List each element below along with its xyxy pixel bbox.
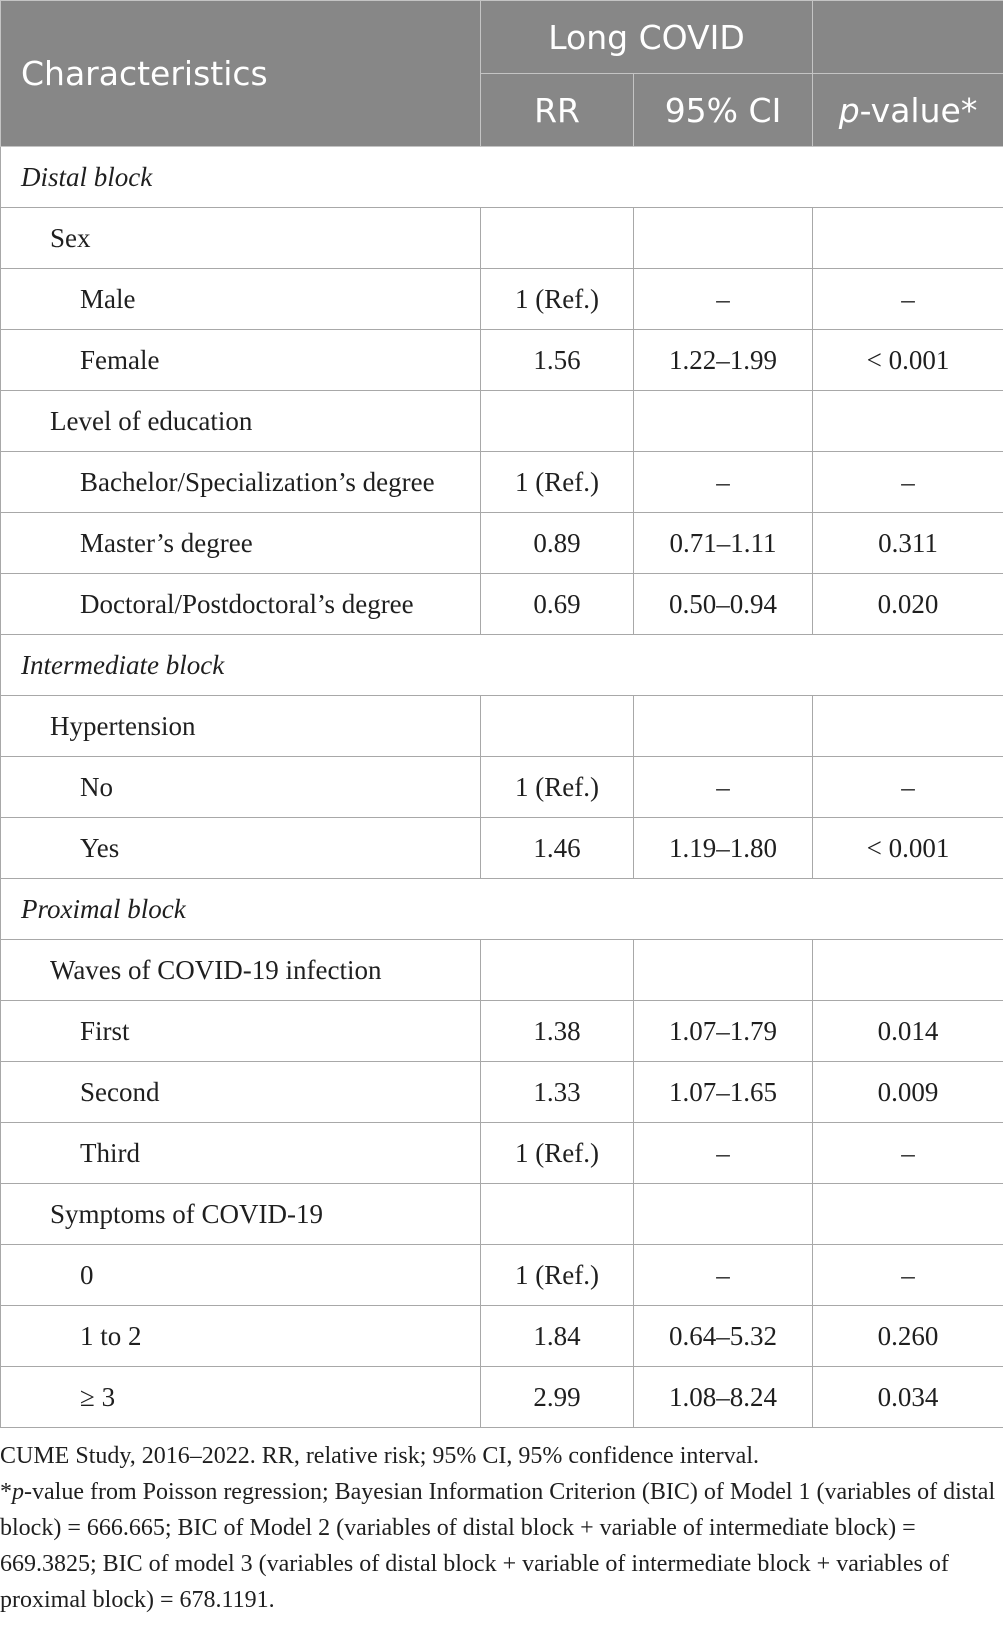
level-label: Yes — [1, 818, 481, 879]
cell-p: 0.260 — [813, 1306, 1003, 1367]
cell-rr: 0.89 — [481, 513, 634, 574]
variable-row — [1, 940, 1003, 1001]
cell-p — [813, 696, 1003, 757]
variable-label: Hypertension — [1, 696, 481, 757]
variable-label: Sex — [1, 208, 481, 269]
variable-row — [1, 696, 1003, 757]
cell-ci: 1.07–1.65 — [634, 1062, 813, 1123]
cell-rr: 1 (Ref.) — [481, 1123, 634, 1184]
block-label: Proximal block — [1, 879, 1003, 940]
cell-ci — [634, 1184, 813, 1245]
variable-row — [1, 391, 1003, 452]
table-row — [1, 269, 1003, 330]
cell-p: < 0.001 — [813, 330, 1003, 391]
variable-row — [1, 1184, 1003, 1245]
level-label: Bachelor/Specialization’s degree — [1, 452, 481, 513]
cell-p: 0.020 — [813, 574, 1003, 635]
level-label: Male — [1, 269, 481, 330]
cell-p: – — [813, 269, 1003, 330]
cell-rr: 1.33 — [481, 1062, 634, 1123]
cell-ci: 0.64–5.32 — [634, 1306, 813, 1367]
header-p-italic: p — [838, 90, 860, 130]
table-row — [1, 818, 1003, 879]
cell-ci — [634, 940, 813, 1001]
cell-rr — [481, 208, 634, 269]
cell-ci: – — [634, 757, 813, 818]
cell-rr: 2.99 — [481, 1367, 634, 1428]
cell-rr: 1.46 — [481, 818, 634, 879]
cell-p: 0.014 — [813, 1001, 1003, 1062]
cell-p: 0.034 — [813, 1367, 1003, 1428]
cell-ci — [634, 391, 813, 452]
level-label: 0 — [1, 1245, 481, 1306]
cell-rr: 1 (Ref.) — [481, 269, 634, 330]
header-characteristics: Characteristics — [1, 1, 481, 147]
table-row — [1, 1367, 1003, 1428]
cell-ci: – — [634, 1245, 813, 1306]
footnote-line-1: CUME Study, 2016–2022. RR, relative risk; 95% CI, 95% confidence interval. — [0, 1443, 759, 1469]
cell-ci: – — [634, 1123, 813, 1184]
cell-rr — [481, 940, 634, 1001]
table-row — [1, 1306, 1003, 1367]
level-label: Doctoral/Postdoctoral’s degree — [1, 574, 481, 635]
block-row — [1, 147, 1003, 208]
block-row — [1, 635, 1003, 696]
cell-p: – — [813, 1245, 1003, 1306]
cell-ci — [634, 208, 813, 269]
footnote-star: * — [0, 1479, 12, 1505]
footnote-p-italic: p — [12, 1479, 24, 1505]
block-row — [1, 879, 1003, 940]
table-row — [1, 1062, 1003, 1123]
footnote-text: -value from Poisson regression; Bayesian Information Criterion (BIC) of Model 1 (variables of distal block) = 666.665; BIC of Model 2 (variables of distal block + variable of intermediate block) = 669.3825; BIC of model 3 (variables of distal block + variable of intermediate block + variables of proximal block) = 678.1191. — [0, 1479, 996, 1613]
cell-rr: 1 (Ref.) — [481, 1245, 634, 1306]
cell-ci: 0.71–1.11 — [634, 513, 813, 574]
variable-label: Waves of COVID-19 infection — [1, 940, 481, 1001]
cell-p: – — [813, 757, 1003, 818]
cell-rr: 1 (Ref.) — [481, 757, 634, 818]
cell-p: 0.009 — [813, 1062, 1003, 1123]
cell-rr: 0.69 — [481, 574, 634, 635]
cell-p: – — [813, 452, 1003, 513]
variable-label: Symptoms of COVID-19 — [1, 1184, 481, 1245]
table-row — [1, 574, 1003, 635]
header-p-rest: -value* — [859, 90, 978, 130]
table-row — [1, 1123, 1003, 1184]
table-header — [1, 1, 1003, 147]
block-label: Intermediate block — [1, 635, 1003, 696]
cell-ci: 1.07–1.79 — [634, 1001, 813, 1062]
cell-ci: 1.08–8.24 — [634, 1367, 813, 1428]
table-footnote — [0, 1428, 1003, 1618]
table-row — [1, 330, 1003, 391]
header-long-covid: Long COVID — [481, 1, 813, 74]
block-label: Distal block — [1, 147, 1003, 208]
cell-p: 0.311 — [813, 513, 1003, 574]
variable-label: Level of education — [1, 391, 481, 452]
cell-p — [813, 391, 1003, 452]
cell-p: – — [813, 1123, 1003, 1184]
cell-ci: 1.22–1.99 — [634, 330, 813, 391]
table-row — [1, 513, 1003, 574]
table-row — [1, 757, 1003, 818]
table-row — [1, 452, 1003, 513]
variable-row — [1, 208, 1003, 269]
cell-ci: – — [634, 269, 813, 330]
table-row — [1, 1245, 1003, 1306]
cell-rr: 1.56 — [481, 330, 634, 391]
footnote-line-2 — [0, 1474, 1003, 1618]
cell-p — [813, 1184, 1003, 1245]
level-label: Female — [1, 330, 481, 391]
cell-p — [813, 940, 1003, 1001]
table-row — [1, 1001, 1003, 1062]
level-label: Third — [1, 1123, 481, 1184]
level-label: Master’s degree — [1, 513, 481, 574]
cell-rr — [481, 696, 634, 757]
level-label: 1 to 2 — [1, 1306, 481, 1367]
cell-rr: 1.38 — [481, 1001, 634, 1062]
table-body — [1, 147, 1003, 1428]
cell-rr: 1 (Ref.) — [481, 452, 634, 513]
level-label: Second — [1, 1062, 481, 1123]
cell-ci: 1.19–1.80 — [634, 818, 813, 879]
header-ci: 95% CI — [634, 74, 813, 147]
cell-p — [813, 208, 1003, 269]
level-label: First — [1, 1001, 481, 1062]
cell-rr — [481, 1184, 634, 1245]
cell-p: < 0.001 — [813, 818, 1003, 879]
header-empty — [813, 1, 1003, 74]
cell-ci — [634, 696, 813, 757]
cell-rr: 1.84 — [481, 1306, 634, 1367]
header-p-value — [813, 74, 1003, 147]
cell-ci: 0.50–0.94 — [634, 574, 813, 635]
cell-ci: – — [634, 452, 813, 513]
level-label: No — [1, 757, 481, 818]
header-rr: RR — [481, 74, 634, 147]
cell-rr — [481, 391, 634, 452]
level-label: ≥ 3 — [1, 1367, 481, 1428]
